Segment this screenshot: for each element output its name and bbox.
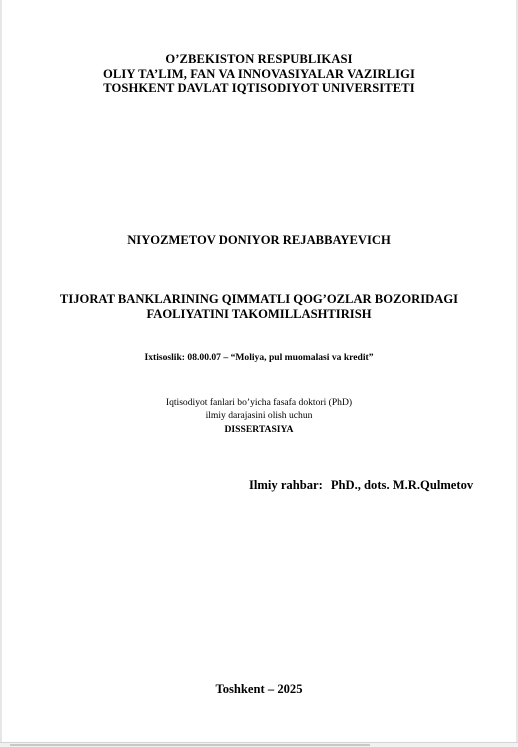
- place-year: Toshkent – 2025: [215, 682, 303, 696]
- specialty: Ixtisoslik: 08.00.07 – “Moliya, pul muomalasi va kredit”: [144, 352, 374, 363]
- author-name: NIYOZMETOV DONIYOR REJABBAYEVICH: [127, 233, 391, 247]
- thesis-title-line1: TIJORAT BANKLARINING QIMMATLI QOG’OZLAR BOZORIDAGI: [59, 292, 459, 306]
- degree-line2: ilmiy darajasini olish uchun: [205, 410, 313, 421]
- supervisor: [249, 478, 473, 493]
- supervisor-label: Ilmiy rahbar:: [249, 478, 323, 492]
- ministry-country: O’ZBEKISTON RESPUBLIKASI: [165, 52, 353, 66]
- scrollbar-thumb[interactable]: [10, 744, 370, 746]
- thesis-title-line2: FAOLIYATINI TAKOMILLASHTIRISH: [146, 307, 372, 321]
- horizontal-scrollbar[interactable]: [0, 742, 518, 747]
- degree-line1: Iqtisodiyot fanlari bo’yicha fasafa doktori (PhD): [165, 397, 353, 408]
- dissertation-label: DISSERTASIYA: [224, 424, 294, 435]
- page-edge-left: [0, 0, 2, 747]
- ministry-name: OLIY TA’LIM, FAN VA INNOVASIYALAR VAZIRLIGI: [103, 67, 415, 81]
- supervisor-name: PhD., dots. M.R.Qulmetov: [330, 478, 474, 492]
- university-name: TOSHKENT DAVLAT IQTISODIYOT UNIVERSITETI: [103, 81, 415, 95]
